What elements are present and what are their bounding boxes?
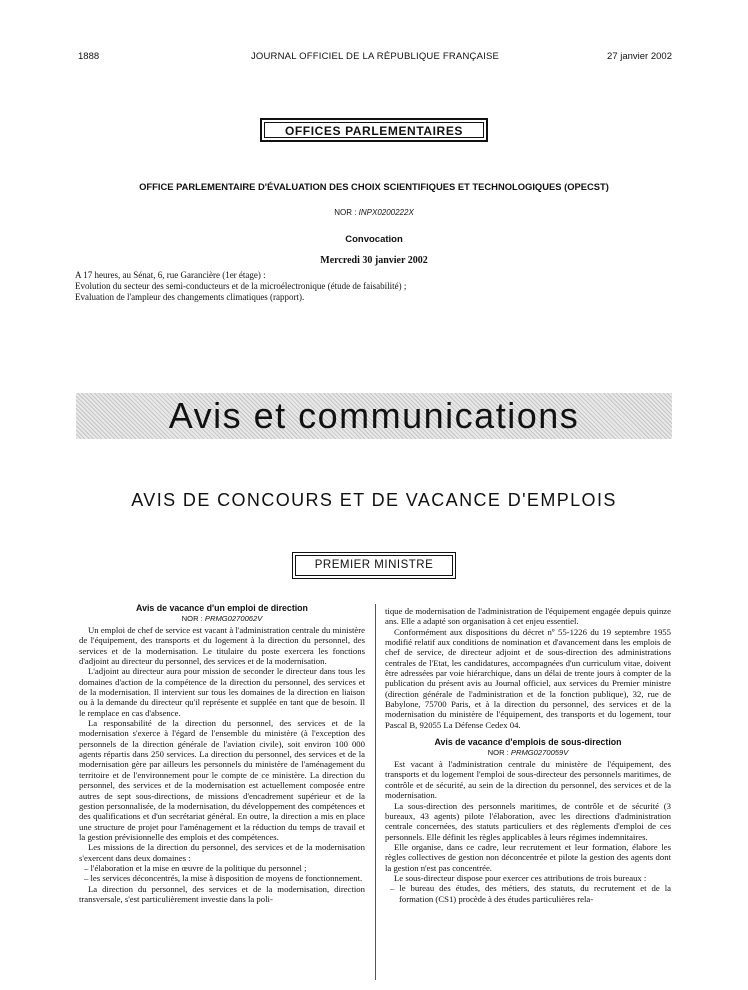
section-nor [79,614,365,624]
offices-box-label: OFFICES PARLEMENTAIRES [264,122,484,138]
office-nor [0,208,748,217]
paragraph: L'adjoint au directeur aura pour mission de seconder le directeur dans tous les domaines d'action de la compétence de la direction du personnel, des services et de la modernisation. Il intervient sur tous les domaines de la direction en liaison ou à la demande du directeur qu'il représente et supplée en tant que de besoin. Il le remplace en cas d'absence. [79,666,365,718]
agenda-item: Evaluation de l'ampleur des changements climatiques (rapport). [75,292,305,302]
ministry-label: PREMIER MINISTRE [295,555,453,576]
list-item: – les services déconcentrés, la mise à disposition de moyens de fonctionnement. [84,873,363,884]
list-item: – l'élaboration et la mise en œuvre de la politique du personnel ; [84,862,307,873]
nor-code: INPX0200222X [358,208,414,217]
nor-code: PRMG0270062V [204,614,263,623]
section-title: Avis de vacance d'un emploi de direction [136,603,308,613]
section-nor [385,748,671,758]
ministry-box [292,552,456,579]
agenda-item: Evolution du secteur des semi-conducteurs et de la microélectronique (étude de faisabilité) ; [75,281,407,291]
section-banner [76,393,672,439]
nor-prefix: NOR : [334,208,359,217]
paragraph: tique de modernisation de l'administration de l'équipement engagée depuis quinze ans. Elle a adapté son organisation à cet enjeu essentiel. [385,606,671,627]
issue-date: 27 janvier 2002 [607,51,672,62]
paragraph: Le sous-directeur dispose pour exercer ces attributions de trois bureaux : [394,872,647,883]
paragraph: Un emploi de chef de service est vacant à l'administration centrale du ministère de l'équipement, des transports et du logement à la direction du personnel, des services et de la modernisation. Le titulaire du poste exercera les fonctions d'adjoint au directeur du personnel, des services et de la modernisation. [79,625,365,667]
convocation-heading: Convocation [345,234,403,245]
paragraph: Les missions de la direction du personnel, des services et de la modernisation s'exercent dans deux domaines : [79,842,365,863]
nor-code: PRMG0270059V [510,748,569,758]
paragraph: Conformément aux dispositions du décret nº 55-1226 du 19 septembre 1955 modifié relatif aux conditions de nomination et d'avancement dans les emplois de chef de service, de directeur adjoint et de sous-direction des administrations centrales de l'Etat, les candidatures, accompagnées d'un curriculum vitae, doivent être adressées par voie hiérarchique, dans un délai de trente jours à compter de la publication du présent avis au Journal officiel, aux services du Premier ministre (direction générale de l'administration et de la fonction publique), 32, rue de Babylone, 75700 Paris, et à la direction du personnel, des services et de la modernisation du ministère de l'équipement, des transports et du logement, tour Pascal B, 92055 La Défense Cedex 04. [385,626,671,730]
spacer [385,730,671,737]
left-column [79,603,365,983]
office-title: OFFICE PARLEMENTAIRE D'ÉVALUATION DES CHOIX SCIENTIFIQUES ET TECHNOLOGIQUES (OPECST) [139,181,609,192]
section-title: Avis de vacance d'emplois de sous-direction [434,737,622,748]
agenda-time-place: A 17 heures, au Sénat, 6, rue Garancière (1er étage) : [75,270,266,280]
agenda [75,270,675,303]
paragraph: La sous-direction des personnels maritimes, de contrôle et de sécurité (3 bureaux, 43 agents) pilote l'élaboration, avec les directions d'administration centrale concernées, des statuts particuliers et des règlements d'emploi de ces personnels. Elle définit les règles applicables à leurs régimes indemnitaires. [385,800,671,842]
column-divider [375,604,376,980]
paragraph: Elle organise, dans ce cadre, leur recrutement et leur formation, élabore les règles collectives de gestion non déconcentrée et pilote la gestion des agents dont la gestion n'est pas concentrée. [385,841,671,873]
banner-title: Avis et communications [168,395,580,436]
nor-prefix: NOR : [487,748,511,758]
avis-heading: AVIS DE CONCOURS ET DE VACANCE D'EMPLOIS [131,490,617,510]
paragraph: La responsabilité de la direction du personnel, des services et de la modernisation s'exerce à l'égard de l'ensemble du ministère (à l'exception des personnels de la direction générale de l'aviation civile), soit environ 100 000 agents répartis dans 250 services. La direction du personnel, des services et de la modernisation gère par ailleurs les personnels du ministère de l'aménagement du territoire et de l'environnement pour le compte de ce ministère. La direction du personnel, des services et de la modernisation est actuellement composée entre autres de sept sous-directions, de missions d'encadrement supérieur et de la gestion personnalisée, de la modernisation, du développement des compétences et des qualifications et d'un secrétariat général. En outre, la direction a mis en place une structure de projet pour l'aménagement et la réduction du temps de travail et la gestion prévisionnelle des emplois et des compétences. [79,718,365,842]
paragraph: La direction du personnel, des services et de la modernisation, direction transversale, s'est particulièrement investie dans la poli- [79,883,365,904]
nor-prefix: NOR : [181,614,205,623]
page-number: 1888 [78,51,100,62]
paragraph: Est vacant à l'administration centrale du ministère de l'équipement, des transports et du logement l'emploi de sous-directeur des personnels maritimes, de contrôle et de sécurité, au sein de la direction du personnel, des services et de la modernisation. [385,759,671,801]
list-item: – le bureau des études, des métiers, des statuts, du recrutement et de la formation (CS1) procède à des études particulières rela- [390,883,671,904]
journal-title: JOURNAL OFFICIEL DE LA RÉPUBLIQUE FRANÇAISE [250,51,500,62]
running-header [78,51,672,65]
meeting-date: Mercredi 30 janvier 2002 [320,255,428,266]
right-column [385,606,671,986]
offices-parlementaires-box [260,118,488,142]
